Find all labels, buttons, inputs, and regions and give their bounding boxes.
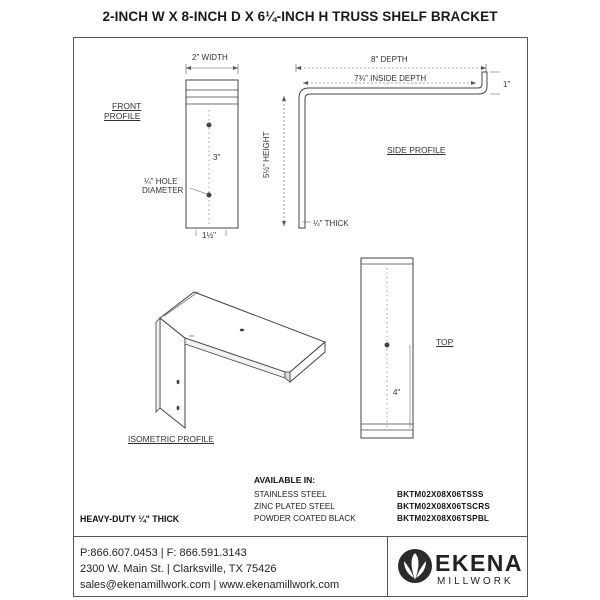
front-profile-drawing <box>186 64 238 236</box>
isometric-drawing <box>156 292 325 428</box>
contact-phones: P:866.607.0453 | F: 866.591.3143 <box>80 547 247 559</box>
front-spacing-label: 3" <box>213 153 221 162</box>
top-hole <box>385 343 390 348</box>
top-view-title: TOP <box>436 337 454 347</box>
contact-address: 2300 W. Main St. | Clarksville, TX 75426 <box>80 563 277 575</box>
page-title: 2-INCH W X 8-INCH D X 6¼-INCH H TRUSS SHELF BRACKET <box>102 9 498 24</box>
material-zinc: ZINC PLATED STEEL <box>254 502 335 511</box>
ekena-logo-icon <box>398 549 432 583</box>
sku-powder: BKTM02X08X06TSPBL <box>397 514 490 523</box>
contact-web: sales@ekenamillwork.com | www.ekenamillwork.com <box>80 579 340 591</box>
front-width-label: 2" WIDTH <box>192 53 228 62</box>
front-bottom-label: 1½" <box>202 231 216 240</box>
side-inside-depth-label: 7¾" INSIDE DEPTH <box>354 74 427 83</box>
front-upper-hole <box>207 123 212 128</box>
side-depth-label: 8" DEPTH <box>371 55 408 64</box>
isometric-title: ISOMETRIC PROFILE <box>128 434 214 444</box>
side-lip-label: 1" <box>503 80 511 89</box>
material-stainless: STAINLESS STEEL <box>254 490 327 499</box>
top-view-drawing <box>361 258 413 438</box>
front-hole-label-1: ¼" HOLE <box>144 177 178 186</box>
sku-stainless: BKTM02X08X06TSSS <box>397 490 484 499</box>
material-powder: POWDER COATED BLACK <box>254 514 356 523</box>
front-profile-title-2: PROFILE <box>104 111 141 121</box>
front-profile-title-1: FRONT <box>112 101 142 111</box>
iso-top-hole <box>240 329 244 332</box>
front-lower-hole <box>207 193 212 198</box>
iso-side-hole-upper <box>177 380 180 384</box>
sku-zinc: BKTM02X08X06TSCRS <box>397 502 491 511</box>
side-height-label: 5½" HEIGHT <box>262 131 271 178</box>
side-thick-label: ¼" THICK <box>313 219 349 228</box>
side-profile-title: SIDE PROFILE <box>387 145 446 155</box>
front-hole-label-2: DIAMETER <box>142 186 184 195</box>
brand-sub: MILLWORK <box>437 576 514 587</box>
brand-name: EKENA <box>435 550 524 576</box>
heavy-duty-label: HEAVY-DUTY ¼" THICK <box>80 514 180 524</box>
iso-side-hole-lower <box>177 406 180 410</box>
top-dim-label: 4" <box>393 388 401 397</box>
available-heading: AVAILABLE IN: <box>254 475 316 485</box>
